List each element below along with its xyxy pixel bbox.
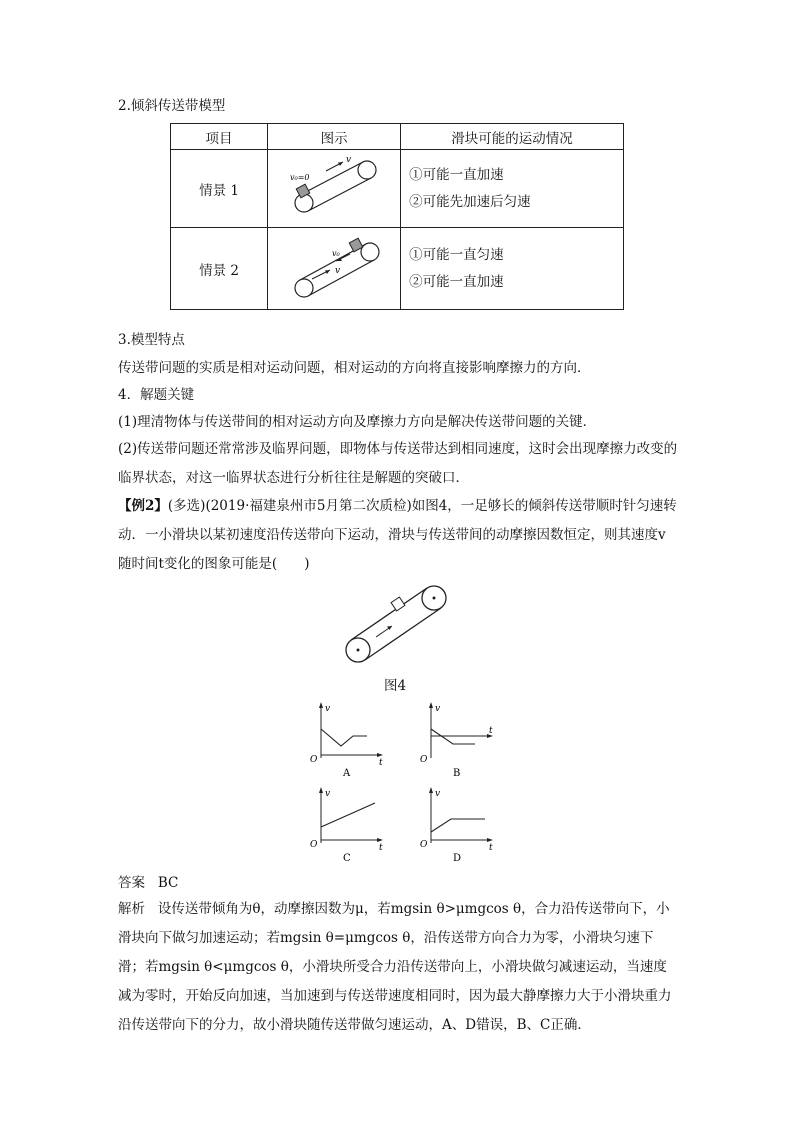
example-text: (多选)(2019·福建泉州市5月第二次质检)如图4，一足够长的倾斜传送带顺时针匀速转动．一小滑块以某初速度沿传送带向下运动，滑块与传送带间的动摩擦因数恒定，则其速度v随时间t变化的图象可能是( ) bbox=[118, 498, 677, 572]
motion-case: ②可能先加速后匀速 bbox=[409, 193, 531, 210]
section-2-heading: 2.倾斜传送带模型 bbox=[118, 98, 226, 114]
model-table bbox=[170, 123, 624, 310]
option-label: B bbox=[453, 768, 461, 779]
row-label: 情景 2 bbox=[171, 228, 268, 310]
v-label: v bbox=[335, 266, 341, 276]
graph-b bbox=[415, 700, 505, 785]
header-figure: 图示 bbox=[268, 124, 401, 150]
origin-label: O bbox=[420, 840, 428, 850]
x-axis-arrow bbox=[487, 838, 493, 842]
section-4-point-2: (2)传送带问题还常常涉及临界问题，即物体与传送带达到相同速度，这时会出现摩擦力改变的临界状态，对这一临界状态进行分析往往是解题的突破口． bbox=[118, 441, 678, 486]
incline-belt-diagram-2 bbox=[268, 228, 400, 305]
motion-cases bbox=[401, 150, 624, 228]
option-label: C bbox=[343, 853, 351, 864]
slider-block bbox=[391, 597, 405, 611]
row-label: 情景 1 bbox=[171, 150, 268, 228]
origin-label: O bbox=[310, 840, 318, 850]
y-axis-label: v bbox=[435, 704, 441, 714]
scenario-1-figure bbox=[268, 150, 401, 228]
y-axis-arrow bbox=[319, 787, 323, 793]
analysis-label: 解析 bbox=[118, 901, 145, 917]
section-4-point-1: (1)理清物体与传送带间的相对运动方向及摩擦力方向是解决传送带问题的关键． bbox=[118, 414, 597, 430]
origin-label: O bbox=[310, 755, 318, 765]
graph-d bbox=[415, 785, 505, 870]
v-label: v bbox=[346, 155, 352, 165]
table-row bbox=[171, 228, 624, 310]
graph-a bbox=[305, 700, 395, 785]
v0-label: v₀=0 bbox=[290, 173, 310, 182]
option-label: D bbox=[453, 853, 462, 864]
header-item: 项目 bbox=[171, 124, 268, 150]
x-axis-arrow bbox=[377, 753, 383, 757]
x-axis-label: t bbox=[379, 843, 383, 853]
motion-case: ①可能一直匀速 bbox=[409, 246, 504, 263]
y-axis-arrow bbox=[319, 702, 323, 708]
x-axis-label: t bbox=[489, 843, 493, 853]
y-axis-label: v bbox=[325, 789, 331, 799]
section-3-heading: 3.模型特点 bbox=[118, 332, 185, 348]
motion-cases bbox=[401, 228, 624, 310]
x-axis-arrow bbox=[377, 838, 383, 842]
velocity-curve bbox=[431, 819, 485, 832]
origin-label: O bbox=[420, 755, 428, 765]
velocity-curve bbox=[321, 803, 375, 827]
scenario-2-figure bbox=[268, 228, 401, 310]
answer-value: BC bbox=[157, 875, 179, 891]
answer-label: 答案 bbox=[118, 875, 145, 891]
table-row bbox=[171, 150, 624, 228]
v0-label: v₀ bbox=[332, 249, 340, 258]
answer-line bbox=[118, 874, 178, 892]
y-axis-arrow bbox=[429, 787, 433, 793]
motion-case: ②可能一直加速 bbox=[409, 273, 504, 290]
y-axis-label: v bbox=[435, 789, 441, 799]
velocity-curve bbox=[321, 729, 367, 746]
figure-4-diagram bbox=[330, 580, 470, 665]
y-axis-arrow bbox=[429, 702, 433, 708]
example-tag: 【例2】 bbox=[118, 498, 168, 514]
motion-case: ①可能一直加速 bbox=[409, 166, 504, 183]
section-3-text: 传送带问题的实质是相对运动问题，相对运动的方向将直接影响摩擦力的方向． bbox=[118, 360, 591, 376]
option-label: A bbox=[343, 768, 351, 779]
analysis bbox=[118, 895, 680, 1040]
analysis-text: 设传送带倾角为θ，动摩擦因数为μ，若mgsin θ>μmgcos θ，合力沿传送带向下，小滑块向下做匀加速运动；若mgsin θ=μmgcos θ，沿传送带方向合力为零，小滑块匀速下滑；若mgsin θ<μmgcos θ，小滑块所受合力沿传送带向上，小滑块做匀减速运动，当速度减为零时，开始反向加速，当加速到与传送带速度相同时，因为最大静摩擦力大于小滑块重力沿传送带向下的分力，故小滑块随传送带做匀速运动，A、D错误，B、C正确． bbox=[118, 901, 672, 1033]
example-2 bbox=[118, 492, 678, 579]
incline-belt-diagram-1 bbox=[268, 150, 400, 223]
x-axis-label: t bbox=[489, 726, 493, 736]
graph-c bbox=[305, 785, 395, 870]
section-4-heading: 4．解题关键 bbox=[118, 387, 195, 403]
table-header-row bbox=[171, 124, 624, 150]
header-motion: 滑块可能的运动情况 bbox=[401, 124, 624, 150]
x-axis-label: t bbox=[379, 758, 383, 768]
figure-caption: 图4 bbox=[384, 678, 407, 694]
y-axis-label: v bbox=[325, 704, 331, 714]
